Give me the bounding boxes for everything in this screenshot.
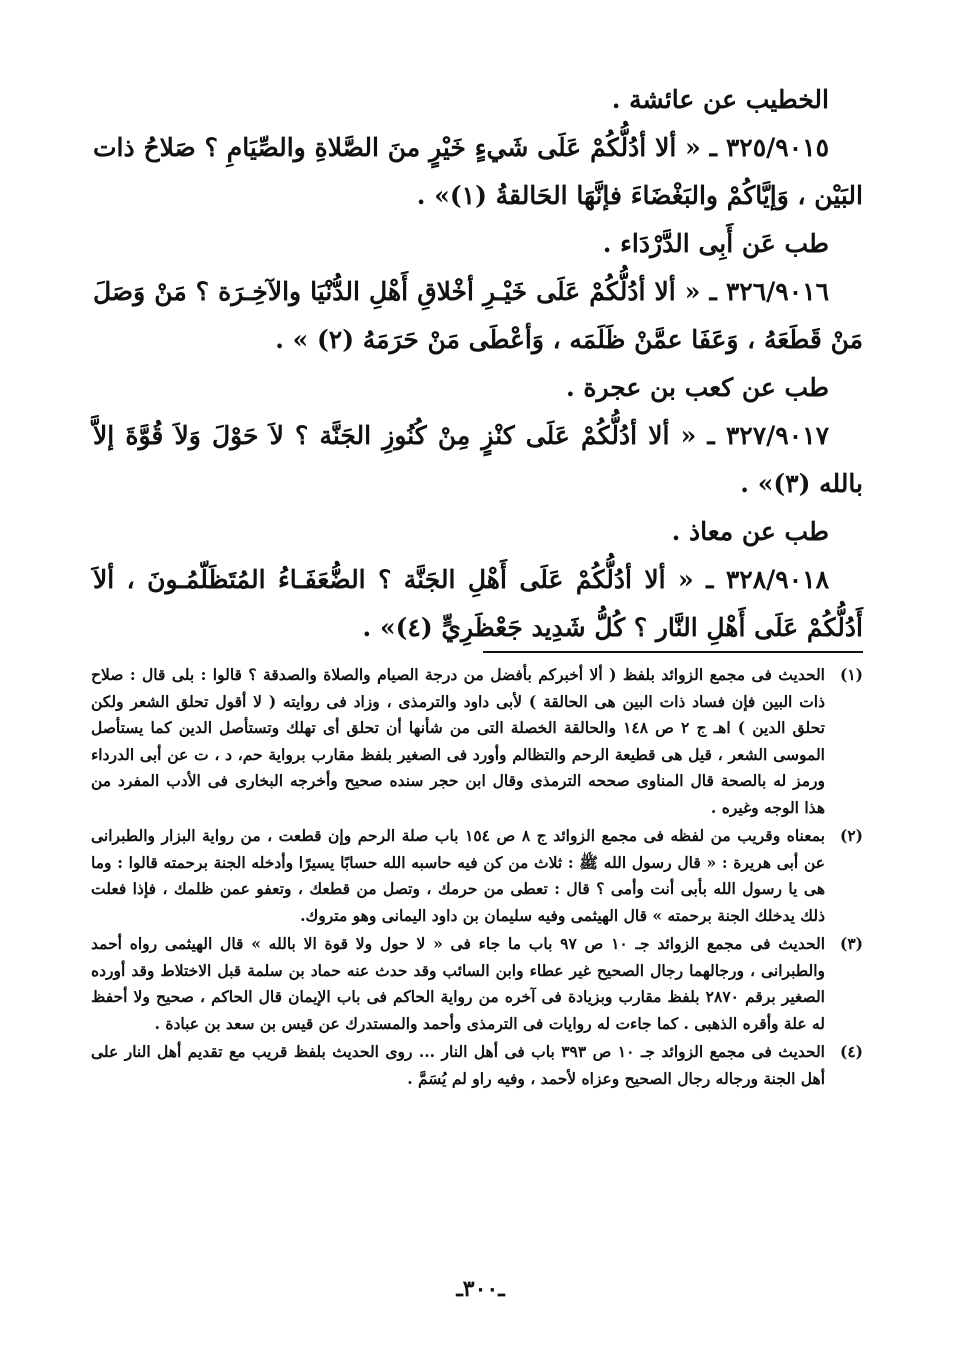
source-line: طب عن كعب بن عجرة . (565, 373, 829, 402)
footnote (91, 931, 863, 1037)
footnote (91, 1039, 863, 1092)
source-line: طب عن معاذ . (671, 517, 829, 546)
source-line: الخطيب عن عائشة . (611, 85, 829, 114)
footnote-number: (٤) (839, 1042, 863, 1061)
hadith-entry: ٣٢٥/٩٠١٥ ـ « ألا أدُلُّكُمْ عَلَى شَيءٍ خَيْرٍ منَ الصَّلاةِ والصِّيَامِ ؟ صَلاحُ ذات البَيْن ، وَإيَّاكُمْ والبَغْضَاءَ فإنَّهَا الحَالقةُ (١)» . (93, 133, 863, 210)
source-line: طب عَن أَبِى الدَّرْدَاء . (602, 229, 829, 258)
footnote (91, 823, 863, 929)
hadith-entry: ٣٢٨/٩٠١٨ ـ « ألا أدُلُّكُمْ عَلَى أَهْلِ الجَنَّة ؟ الضُّعَفَـاءُ المُتَظَلّمُـونَ ، ألاَ أَدُلُّكُمْ عَلَى أَهْلِ النَّار ؟ كُلُّ شَدِيد جَعْظَرِيٍّ (٤)» . (93, 565, 863, 642)
footnote (91, 662, 863, 821)
footnote-number: (٢) (839, 826, 863, 845)
footnote-text: الحديث فى مجمع الزوائد جـ ١٠ ص ٩٧ باب ما جاء فى « لا حول ولا قوة الا بالله » قال الهيثمى رواه أحمد والطبرانى ، ورجالهما رجال الصحيح غير عطاء وابن السائب وقد حدث عنه حماد بن سلمة قبل الاختلاط وقد أورده الصغير برقم ٢٨٧٠ بلفظ مقارب وبزيادة فى آخره من رواية الحاكم فى باب الإيمان قال الحاكم ، صحيح ولا أحفظ له علة وأقره الذهبى . كما جاءت له روايات فى الترمذى وأحمد والمستدرك عن قيس بن سعد بن عبادة . (91, 934, 825, 1033)
footnote-text: الحديث فى مجمع الزوائد بلفظ ( ألا أخبركم بأفضل من درجة الصيام والصلاة والصدقة ؟ قالوا : بلى قال : صلاح ذات البين فإن فساد ذات البين هى الحالقة ) لأبى داود والترمذى ، وزاد فى روايته ( لا أقول تحلق الشعر ولكن تحلق الدين ) اهـ ج ٢ ص ١٤٨ والحالقة الخصلة التى من شأنها أن تحلق أى تهلك وتستأصل الدين كما يستأصل الموسى الشعر ، قيل هى قطيعة الرحم والتظالم وأورد فى الصغير بلفظ مقارب برواية حم، د ، ت عن أبى الدرداء ورمز له بالصحة قال المناوى صححه الترمذى وقال ابن حجر سنده صحيح وأخرجه البخارى فى الأدب المفرد من هذا الوجه وغيره . (91, 665, 825, 817)
hadith-entry: ٣٢٧/٩٠١٧ ـ « ألا أدُلُّكُمْ عَلَى كنْزٍ مِنْ كُنُوزِ الجَنَّة ؟ لاَ حَوْلَ وَلاَ قُوَّةَ إلاَّ بالله (٣)» . (93, 421, 863, 498)
page-number: ـ٣٠٠ـ (456, 1276, 505, 1302)
footnotes (91, 662, 863, 1094)
footnote-text: الحديث فى مجمع الزوائد جـ ١٠ ص ٣٩٣ باب فى أهل النار ... روى الحديث بلفظ قريب مع تقديم أهل النار على أهل الجنة ورجاله رجال الصحيح وعزاه لأحمد ، وفيه راو لم يُسَمَّ . (91, 1042, 825, 1088)
footnote-number: (٣) (839, 934, 863, 953)
main-text (93, 76, 863, 652)
footnote-text: بمعناه وقريب من لفظه فى مجمع الزوائد ج ٨ ص ١٥٤ باب صلة الرحم وإن قطعت ، من رواية البزار والطبرانى عن أبى هريرة : « قال رسول الله ﷺ : ثلاث من كن فيه حاسبه الله حسابًا يسيرًا وأدخله الجنة برحمته قالوا : وما هى يا رسول الله بأبى أنت وأمى ؟ قال : تعطى من حرمك ، وتصل من قطعك ، وتعفو عمن ظلمك ، فإذا فعلت ذلك يدخلك الجنة برحمته » قال الهيثمى وفيه سليمان بن داود اليمانى وهو متروك. (91, 826, 825, 925)
footnote-number: (١) (839, 665, 863, 684)
hadith-entry: ٣٢٦/٩٠١٦ ـ « ألا أدُلُّكُمْ عَلَى خَيْـرِ أخْلاقِ أَهْلِ الدُّنْيَا والآخِـرَة ؟ مَنْ وَصَلَ مَنْ قَطَعَهُ ، وَعَفَا عمَّنْ ظَلَمَه ، وَأعْطَى مَنْ حَرَمَهُ (٢) » . (93, 277, 863, 354)
footnote-separator (483, 651, 863, 653)
